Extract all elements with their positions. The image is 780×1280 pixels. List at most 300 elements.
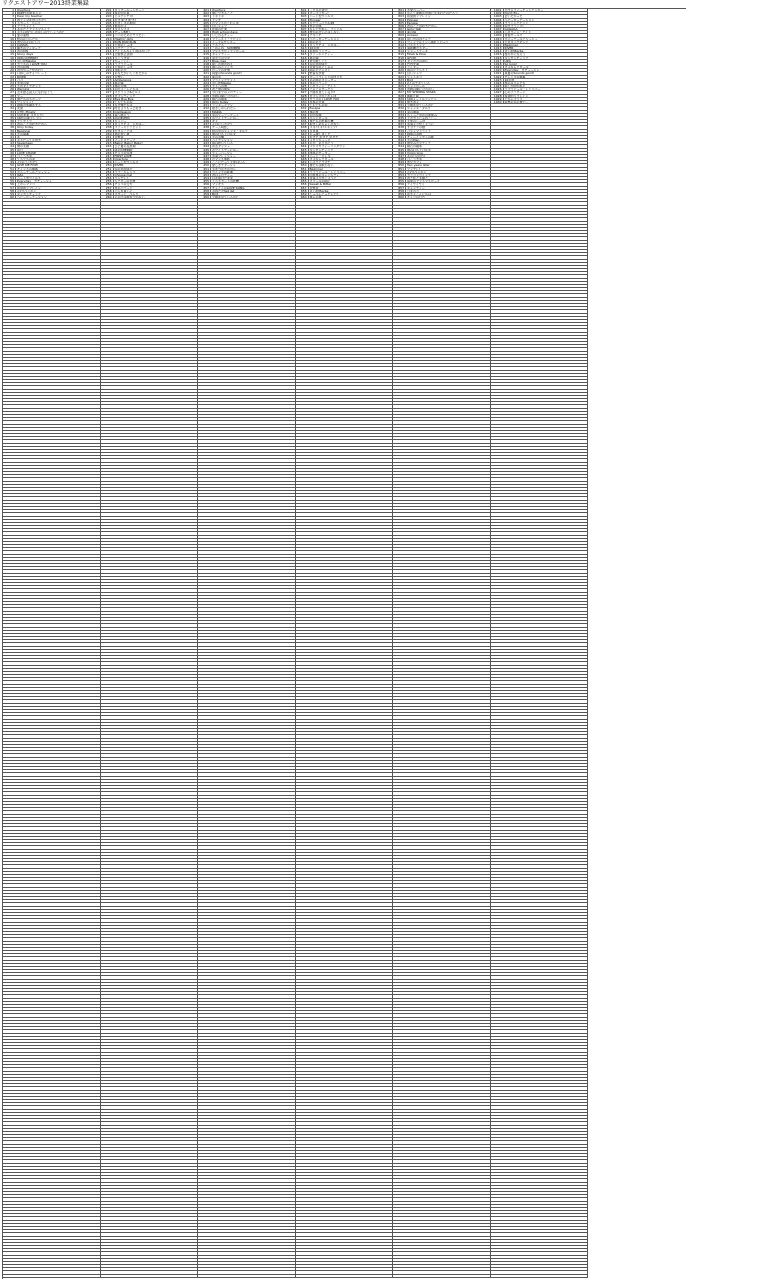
rank-number: 57	[3, 187, 16, 189]
song-title: 片想い	[114, 75, 124, 78]
song-title: GAGAGA	[504, 28, 518, 31]
song-title: MARIA	[212, 110, 222, 113]
rank-number: 419	[198, 66, 211, 68]
song-title: いじわるチュー	[212, 34, 233, 37]
rank-number: 223	[101, 79, 114, 81]
song-title: Beginner	[17, 129, 31, 132]
song-title: ジッパー	[114, 120, 127, 123]
rank-number: 418	[198, 63, 211, 65]
rank-number: 443	[198, 142, 211, 144]
song-title: 口移しのチョコレート	[17, 72, 47, 75]
rank-number: 601	[296, 9, 309, 11]
song-title: 夢の鐘	[407, 31, 417, 34]
rank-number: 614	[296, 50, 309, 52]
song-title: Beginner	[504, 43, 519, 47]
song-title: アイドルなんて呼ばないで	[114, 50, 151, 53]
rank-number: 1	[3, 9, 16, 11]
song-title: 未来が目にしみる	[309, 66, 334, 69]
rank-number: 253	[101, 174, 114, 176]
song-title: 大声ダイヤモンド	[504, 40, 529, 43]
song-title: ラブラドール・レトリバー	[504, 88, 541, 91]
song-title: 桜の花びらたち	[504, 81, 526, 85]
rank-number: 619	[296, 66, 309, 68]
song-title: スクラップ&ビルド	[114, 91, 141, 94]
rank-number: 224	[101, 82, 114, 84]
song-title: 生きることは	[114, 129, 133, 132]
song-title: RIVER	[114, 164, 124, 167]
song-title: 目撃者	[114, 135, 124, 139]
song-title: ガラスの I LOVE YOU	[17, 62, 47, 66]
rank-number: 34	[3, 114, 16, 116]
rank-number: 32	[3, 107, 16, 109]
song-title: CASSIS	[17, 43, 28, 47]
rank-number: 626	[296, 88, 309, 90]
rank-number: 620	[296, 69, 309, 71]
rank-number: 604	[296, 19, 309, 21]
table-row	[296, 1275, 394, 1278]
rank-number: 55	[3, 180, 16, 182]
rank-number: 802	[393, 12, 406, 14]
rank-number: 8	[3, 31, 16, 33]
rank-number: 420	[198, 69, 211, 71]
rank-number: 51	[3, 168, 16, 170]
rank-number: 12	[3, 44, 16, 46]
song-title: アリガトウ	[17, 120, 32, 123]
song-title: 前しか向かねえ	[212, 62, 234, 66]
song-title: なんでやねん、アイドル	[309, 28, 343, 31]
rank-number: 829	[393, 98, 406, 100]
song-title: 最高かよ	[114, 24, 127, 28]
song-title: 大声ダイヤモンド	[17, 85, 41, 88]
rank-number: 628	[296, 95, 309, 97]
rank-number: 805	[393, 22, 406, 24]
rank-number: 22	[3, 76, 16, 78]
page-title: リクエストアワー2013終業集録	[2, 0, 89, 7]
rank-number: 824	[393, 82, 406, 84]
rank-number: 20	[3, 69, 16, 71]
song-title: ヘビーローテーション	[309, 37, 340, 40]
song-title: お待たせSet list	[212, 189, 235, 192]
rank-number: 613	[296, 47, 309, 49]
rank-number: 611	[296, 41, 309, 43]
rank-number: 1019	[491, 66, 504, 68]
song-title: 上からマリコ	[504, 97, 523, 100]
song-title: ボーイフレンドの作り方	[309, 75, 343, 78]
rank-number: 39	[3, 130, 16, 132]
song-title: 走れ!ペンギン	[17, 189, 37, 192]
rank-number: 244	[101, 145, 114, 147]
rank-number: 453	[198, 174, 211, 176]
rank-number: 449	[198, 161, 211, 163]
rank-number: 1025	[491, 85, 504, 87]
rank-number: 844	[393, 145, 406, 147]
rank-number: 249	[101, 161, 114, 163]
ranking-column	[101, 9, 199, 1279]
rank-number: 416	[198, 57, 211, 59]
song-title: RIVER	[504, 47, 514, 50]
rank-number: 856	[393, 183, 406, 185]
song-title: 僕にできること	[212, 12, 234, 15]
song-title: ここにだって天使はいる	[212, 161, 246, 164]
song-title: Girls' talk	[407, 28, 422, 31]
song-title: 青春ガールズ	[504, 34, 523, 37]
rank-number: 439	[198, 130, 211, 132]
song-title: ファーストラビット	[114, 126, 142, 129]
ranking-column	[3, 9, 101, 1279]
song-title: 友よ	[212, 120, 219, 123]
rank-number: 58	[3, 190, 16, 192]
song-title: Ambulance	[114, 78, 132, 81]
song-title: 青空カフェ	[407, 161, 422, 164]
song-title: 兆	[17, 135, 21, 139]
song-title: なぜ僕たちは	[114, 104, 133, 107]
song-title: てっぺんとったんで!	[309, 192, 338, 196]
rank-number: 859	[393, 193, 406, 195]
rank-number: 59	[3, 193, 16, 195]
rank-number: 29	[3, 98, 16, 100]
rank-number: 624	[296, 82, 309, 84]
song-title: 涙のシーソーゲーム	[212, 113, 239, 116]
song-title: 僕らのユリイカ	[212, 66, 233, 69]
rank-number: 1013	[491, 47, 504, 49]
song-title: ちょっと早めの夏休み	[407, 113, 438, 116]
rank-number: 407	[198, 28, 211, 30]
rank-number: 645	[296, 149, 309, 151]
rank-number: 629	[296, 98, 309, 100]
song-title: Only today	[17, 126, 34, 129]
rank-number: 642	[296, 139, 309, 141]
rank-number: 210	[101, 38, 114, 40]
rank-number: 447	[198, 155, 211, 157]
rank-number: 1002	[491, 12, 504, 14]
song-title: 風は吹いている	[212, 142, 234, 145]
rank-number: 643	[296, 142, 309, 144]
rank-number: 256	[101, 183, 114, 185]
rank-number: 834	[393, 114, 406, 116]
song-title: 初日	[17, 148, 24, 151]
rank-number: 45	[3, 149, 16, 151]
song-title: 君と僕の関係	[212, 88, 231, 91]
song-title: 夏の遥歌	[17, 34, 30, 37]
song-title: 片想いFinally	[17, 110, 36, 113]
rank-number: 406	[198, 25, 211, 27]
ranking-column	[198, 9, 296, 1279]
song-title: 竹内先輩	[407, 62, 420, 66]
rank-number: 209	[101, 34, 114, 36]
ranking-column	[491, 9, 589, 1279]
rank-number: 414	[198, 50, 211, 52]
song-title: High school days	[212, 31, 238, 34]
rank-number: 48	[3, 158, 16, 160]
song-title: 100メートルコンビニ	[407, 97, 437, 100]
song-title: Bird	[407, 78, 413, 81]
song-title: Everyday、カチューシャ	[17, 180, 52, 183]
rank-number: 633	[296, 111, 309, 113]
song-title: 隕石の確率	[407, 145, 423, 148]
song-title: やさしさの地図	[114, 21, 136, 24]
rank-number: 60	[3, 196, 16, 198]
song-title: 僕の打ち上げ花火	[407, 148, 432, 151]
song-title: ヘビーローテーション	[504, 18, 535, 21]
song-title: 2人はデキている	[407, 81, 430, 85]
rank-number: 16	[3, 57, 16, 59]
rank-number: 836	[393, 120, 406, 122]
song-title: 夕陽を見ているか?	[309, 91, 336, 94]
song-title: PARTYが始まるよ	[17, 12, 42, 15]
rank-number: 30	[3, 101, 16, 103]
song-title: チョコの行方	[407, 196, 425, 199]
rank-number: 222	[101, 76, 114, 78]
ranking-column	[296, 9, 394, 1279]
rank-number: 236	[101, 120, 114, 122]
song-title: ラッキーセブン	[212, 104, 233, 107]
song-title: 君のC/W	[17, 66, 30, 69]
song-title: フライングゲット	[212, 78, 236, 81]
song-title: Sweet & Bitter	[309, 183, 332, 186]
rank-number: 33	[3, 111, 16, 113]
song-title: 強き者よ	[407, 100, 420, 104]
rank-number: 2	[3, 12, 16, 14]
song-title: ぐるぐるカーテン	[309, 88, 334, 91]
song-title: 真夏のSounds good!	[504, 72, 535, 75]
rank-number: 648	[296, 158, 309, 160]
song-title: アンチ	[212, 18, 221, 21]
song-title: 天使のしっぽ	[407, 120, 426, 123]
song-title: 夢の鐘	[114, 81, 124, 85]
song-title: ひこうき雲	[17, 154, 33, 158]
song-title: ハロウィン・ナイト	[309, 85, 337, 88]
song-title: Virgin love	[407, 151, 423, 154]
rank-number: 237	[101, 123, 114, 125]
song-title: ラブ・ジャンプ	[114, 170, 136, 173]
song-title: ジー	[17, 94, 24, 97]
rank-number: 228	[101, 95, 114, 97]
rank-number: 810	[393, 38, 406, 40]
song-title: ぐるぐる	[212, 43, 225, 47]
rank-number: 226	[101, 88, 114, 90]
song-title: 未来の扉	[17, 81, 30, 85]
rank-number: 846	[393, 152, 406, 154]
rank-number: 811	[393, 41, 406, 43]
song-title: 君の太陽	[309, 24, 322, 28]
rank-number: 813	[393, 47, 406, 49]
song-title: マンモス	[212, 183, 225, 186]
rank-number: 1015	[491, 53, 504, 55]
song-title: ひこうき雲	[114, 56, 130, 59]
song-title: 君のCW	[17, 50, 29, 53]
song-title: 愛しきナターシャ	[212, 164, 236, 167]
rank-number: 402	[198, 12, 211, 14]
rank-number: 634	[296, 114, 309, 116]
rank-number: 233	[101, 111, 114, 113]
rank-number: 656	[296, 183, 309, 185]
rank-number: 838	[393, 126, 406, 128]
song-title: 恋を語る詩人になれなくて	[17, 91, 54, 94]
rank-number: 607	[296, 28, 309, 30]
rank-number: 647	[296, 155, 309, 157]
rank-number: 239	[101, 130, 114, 132]
rank-number: 43	[3, 142, 16, 144]
rank-number: 821	[393, 72, 406, 74]
rank-number: 660	[296, 196, 309, 198]
rank-number: 434	[198, 114, 211, 116]
song-title: パパのためにヤリたい	[114, 34, 145, 37]
song-title: フライングゲット	[504, 21, 529, 24]
rank-number: 1016	[491, 57, 504, 59]
rank-number: 5	[3, 22, 16, 24]
song-title: 友達	[17, 107, 24, 110]
rank-number: 31	[3, 104, 16, 106]
song-title: ポニーテールとシュシュ	[504, 37, 538, 40]
song-title: 制服のCHERRY	[17, 56, 39, 59]
rank-number: 14	[3, 50, 16, 52]
rank-number: 409	[198, 34, 211, 36]
song-title: ラブラドール・レトリバー	[309, 170, 346, 173]
song-title: ハート型ウイルス	[114, 161, 139, 164]
rank-number: 825	[393, 85, 406, 87]
rank-number: 621	[296, 72, 309, 74]
song-title: 前のめり	[309, 40, 322, 43]
song-title: 好きだ 好きだ 好きだ	[309, 135, 339, 139]
song-title: UZA	[17, 173, 24, 177]
rank-number: 238	[101, 126, 114, 128]
rank-number: 606	[296, 25, 309, 27]
rank-number: 622	[296, 76, 309, 78]
rank-number: 655	[296, 180, 309, 182]
song-title: ロマンスかくれんぼ	[212, 21, 239, 24]
rank-number: 6	[3, 25, 16, 27]
rank-number: 850	[393, 164, 406, 166]
rank-number: 201	[101, 9, 114, 11]
song-title: スカート、ひらり	[17, 21, 41, 24]
song-title: 大人への道	[212, 85, 228, 88]
song-title: ポニーテールとシュシュ	[17, 170, 50, 173]
song-title: バナナ・ミラー	[114, 47, 136, 50]
song-title: 涙の表面張力	[309, 62, 328, 66]
song-title: 引っ越しました	[309, 132, 331, 135]
song-title: LOVE CHASE	[17, 151, 36, 154]
song-title: ホワイトデーには…	[212, 148, 239, 151]
rank-number: 1012	[491, 44, 504, 46]
song-title: 僕の太陽	[17, 145, 30, 148]
rank-number: 860	[393, 196, 406, 198]
rank-number: 241	[101, 136, 114, 138]
song-title: メロンジュース	[309, 139, 331, 142]
rank-number: 812	[393, 44, 406, 46]
song-title: サヨナラの橋	[407, 126, 426, 129]
song-title: スカート、ひらり	[114, 192, 139, 196]
rank-number: 24	[3, 82, 16, 84]
song-title: 初恋ダッシュ	[212, 145, 230, 148]
song-title: 恋のお縄	[212, 135, 225, 139]
song-title: 希望的リフレイン	[17, 186, 41, 189]
rank-number: 807	[393, 28, 406, 30]
rank-number: 28	[3, 95, 16, 97]
rank-number: 814	[393, 50, 406, 52]
song-title: 走れ!ペンギン	[407, 170, 427, 173]
rank-number: 7	[3, 28, 16, 30]
rank-number: 50	[3, 164, 16, 166]
song-title: そばにいさせて	[212, 123, 234, 126]
song-title: オーマイガー!	[309, 12, 329, 15]
rank-number: 603	[296, 15, 309, 17]
rank-number: 206	[101, 25, 114, 27]
rank-number: 1005	[491, 22, 504, 24]
rank-number: 404	[198, 19, 211, 21]
rank-number: 427	[198, 91, 211, 93]
song-title: 夢の河	[212, 75, 222, 78]
song-title: マジスカフォーリンダウン	[309, 145, 346, 148]
song-title: 野蛮な求愛	[309, 72, 325, 75]
song-title: 僕の打ち上げ花火	[212, 132, 237, 135]
rank-number: 627	[296, 91, 309, 93]
song-title: ハート型ウイルス	[309, 15, 334, 18]
song-title: Overture	[212, 9, 226, 12]
song-title: 回遊魚のキャパシティ	[309, 173, 340, 177]
rank-number: 845	[393, 149, 406, 151]
rank-number: 1003	[491, 15, 504, 17]
rank-number: 220	[101, 69, 114, 71]
song-title: Pioneer	[407, 18, 419, 21]
song-title: 月見草	[309, 129, 319, 132]
song-title: チャンスの順番	[504, 75, 526, 78]
rank-number: 56	[3, 183, 16, 185]
rank-number: 23	[3, 79, 16, 81]
rank-number: 839	[393, 130, 406, 132]
rank-number: 857	[393, 187, 406, 189]
rank-number: 625	[296, 85, 309, 87]
rank-number: 242	[101, 139, 114, 141]
rank-number: 1014	[491, 50, 504, 52]
song-title: パパ	[17, 78, 24, 81]
rank-number: 254	[101, 177, 114, 179]
song-title: 涙売りの少女	[212, 56, 231, 59]
rank-number: 421	[198, 72, 211, 74]
rank-number: 202	[101, 12, 114, 14]
rank-number: 650	[296, 164, 309, 166]
song-title: 孤独なランナー	[309, 50, 331, 53]
song-title: Only today	[212, 100, 229, 104]
rank-number: 1004	[491, 19, 504, 21]
song-title: 雨のピアニスト	[407, 69, 428, 72]
song-title: UZA	[504, 59, 511, 62]
song-title: 蜃気楼	[407, 56, 417, 59]
rank-number: 442	[198, 139, 211, 141]
song-title: ギンガムチェック	[17, 192, 41, 196]
rank-number: 828	[393, 95, 406, 97]
rank-number: 451	[198, 168, 211, 170]
rank-number: 819	[393, 66, 406, 68]
rank-number: 445	[198, 149, 211, 151]
rank-number: 444	[198, 145, 211, 147]
song-title: ロープの友情	[212, 69, 230, 72]
song-title: 言い訳Maybe	[504, 50, 524, 53]
rank-number: 826	[393, 88, 406, 90]
song-title: ロマンティック	[114, 94, 136, 97]
song-title: 1!2!3!4! ヨロシク!	[17, 113, 44, 116]
rank-number: 459	[198, 193, 211, 195]
rank-number: 240	[101, 133, 114, 135]
song-title: 鏡の中のジャンヌ・ダルク	[212, 129, 248, 132]
rank-number: 26	[3, 88, 16, 90]
song-title: 目を明けたまま	[212, 177, 234, 180]
rank-number: 854	[393, 177, 406, 179]
song-title: ワッショイ!	[17, 100, 33, 104]
song-title: ロッカールームボーイ	[114, 9, 145, 12]
rank-number: 401	[198, 9, 211, 11]
rank-number: 638	[296, 126, 309, 128]
song-title: チョコの奴隷	[114, 151, 133, 154]
